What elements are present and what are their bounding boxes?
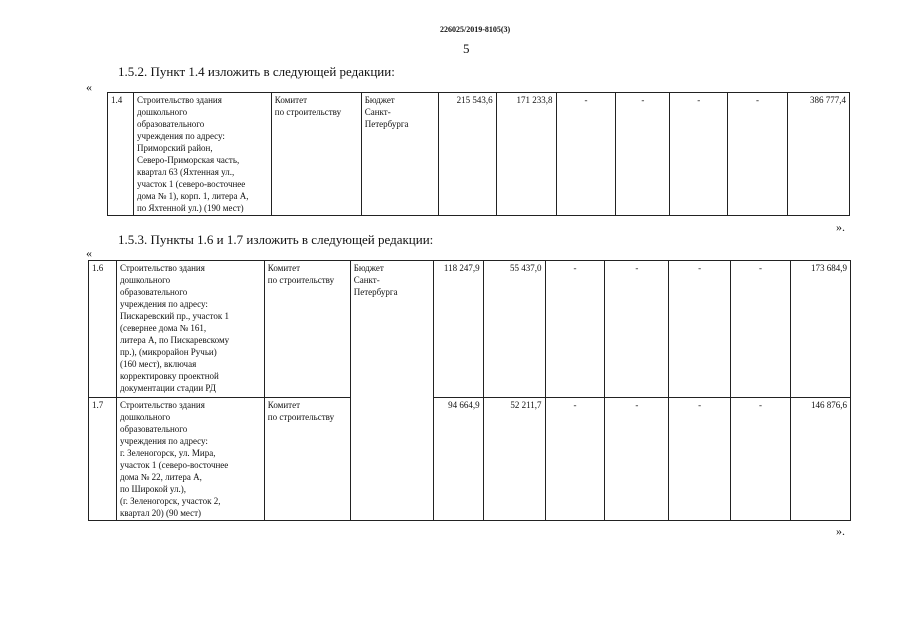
table-item-1-4 xyxy=(107,92,850,216)
row-value-2: 171 233,8 xyxy=(496,93,556,216)
table-row xyxy=(89,398,851,521)
row-total: 173 684,9 xyxy=(790,261,850,398)
row-dash-4: - xyxy=(731,261,791,398)
table-items-1-6-1-7 xyxy=(88,260,851,521)
row-number: 1.7 xyxy=(89,398,117,521)
document-id: 226025/2019-8105(3) xyxy=(440,25,511,34)
row-dash-4: - xyxy=(728,93,788,216)
row-dash-2: - xyxy=(605,398,669,521)
page-number: 5 xyxy=(463,41,470,56)
row-committee: Комитет по строительству xyxy=(264,261,350,398)
row-committee: Комитет по строительству xyxy=(264,398,350,521)
row-dash-2: - xyxy=(605,261,669,398)
row-total: 146 876,6 xyxy=(790,398,850,521)
row-value-1: 215 543,6 xyxy=(438,93,496,216)
row-dash-1: - xyxy=(545,398,605,521)
section-heading-1-5-3: 1.5.3. Пункты 1.6 и 1.7 изложить в следующей редакции: xyxy=(118,232,434,247)
closing-quote-mark: ». xyxy=(836,220,845,234)
row-value-2: 52 211,7 xyxy=(483,398,545,521)
opening-quote-mark: « xyxy=(86,80,92,94)
row-committee: Комитет по строительству xyxy=(271,93,361,216)
row-number: 1.4 xyxy=(108,93,134,216)
row-description: Строительство здания дошкольного образовательного учреждения по адресу: Приморский район, Северо-Приморская часть, квартал 63 (Яхтенная ул., участок 1 (северо-восточнее дома № 1), корп. 1, литера А, по Яхтенной ул.) (190 мест) xyxy=(133,93,271,216)
row-description: Строительство здания дошкольного образовательного учреждения по адресу: г. Зеленогорск, ул. Мира, участок 1 (северо-восточнее дома № 22, литера А, по Широкой ул.), (г. Зеленогорск, участок 2, квартал 20) (90 мест) xyxy=(116,398,264,521)
table-row xyxy=(89,261,851,398)
closing-quote-mark: ». xyxy=(836,524,845,538)
row-total: 386 777,4 xyxy=(787,93,849,216)
row-number: 1.6 xyxy=(89,261,117,398)
row-dash-3: - xyxy=(669,398,731,521)
row-dash-4: - xyxy=(731,398,791,521)
section-heading-1-5-2: 1.5.2. Пункт 1.4 изложить в следующей редакции: xyxy=(118,64,395,79)
row-dash-1: - xyxy=(556,93,616,216)
row-value-1: 94 664,9 xyxy=(433,398,483,521)
row-budget: Бюджет Санкт- Петербурга xyxy=(361,93,438,216)
row-dash-3: - xyxy=(669,261,731,398)
row-dash-2: - xyxy=(616,93,670,216)
row-description: Строительство здания дошкольного образовательного учреждения по адресу: Пискаревский пр., участок 1 (севернее дома № 161, литера А, по Пискаревскому пр.), (микрорайон Ручьи) (160 мест), включая корректировку проектной документации стадии РД xyxy=(116,261,264,398)
row-value-1: 118 247,9 xyxy=(433,261,483,398)
opening-quote-mark: « xyxy=(86,246,92,260)
table-row xyxy=(108,93,850,216)
row-value-2: 55 437,0 xyxy=(483,261,545,398)
row-budget: Бюджет Санкт- Петербурга xyxy=(350,261,433,521)
row-dash-1: - xyxy=(545,261,605,398)
row-dash-3: - xyxy=(670,93,728,216)
